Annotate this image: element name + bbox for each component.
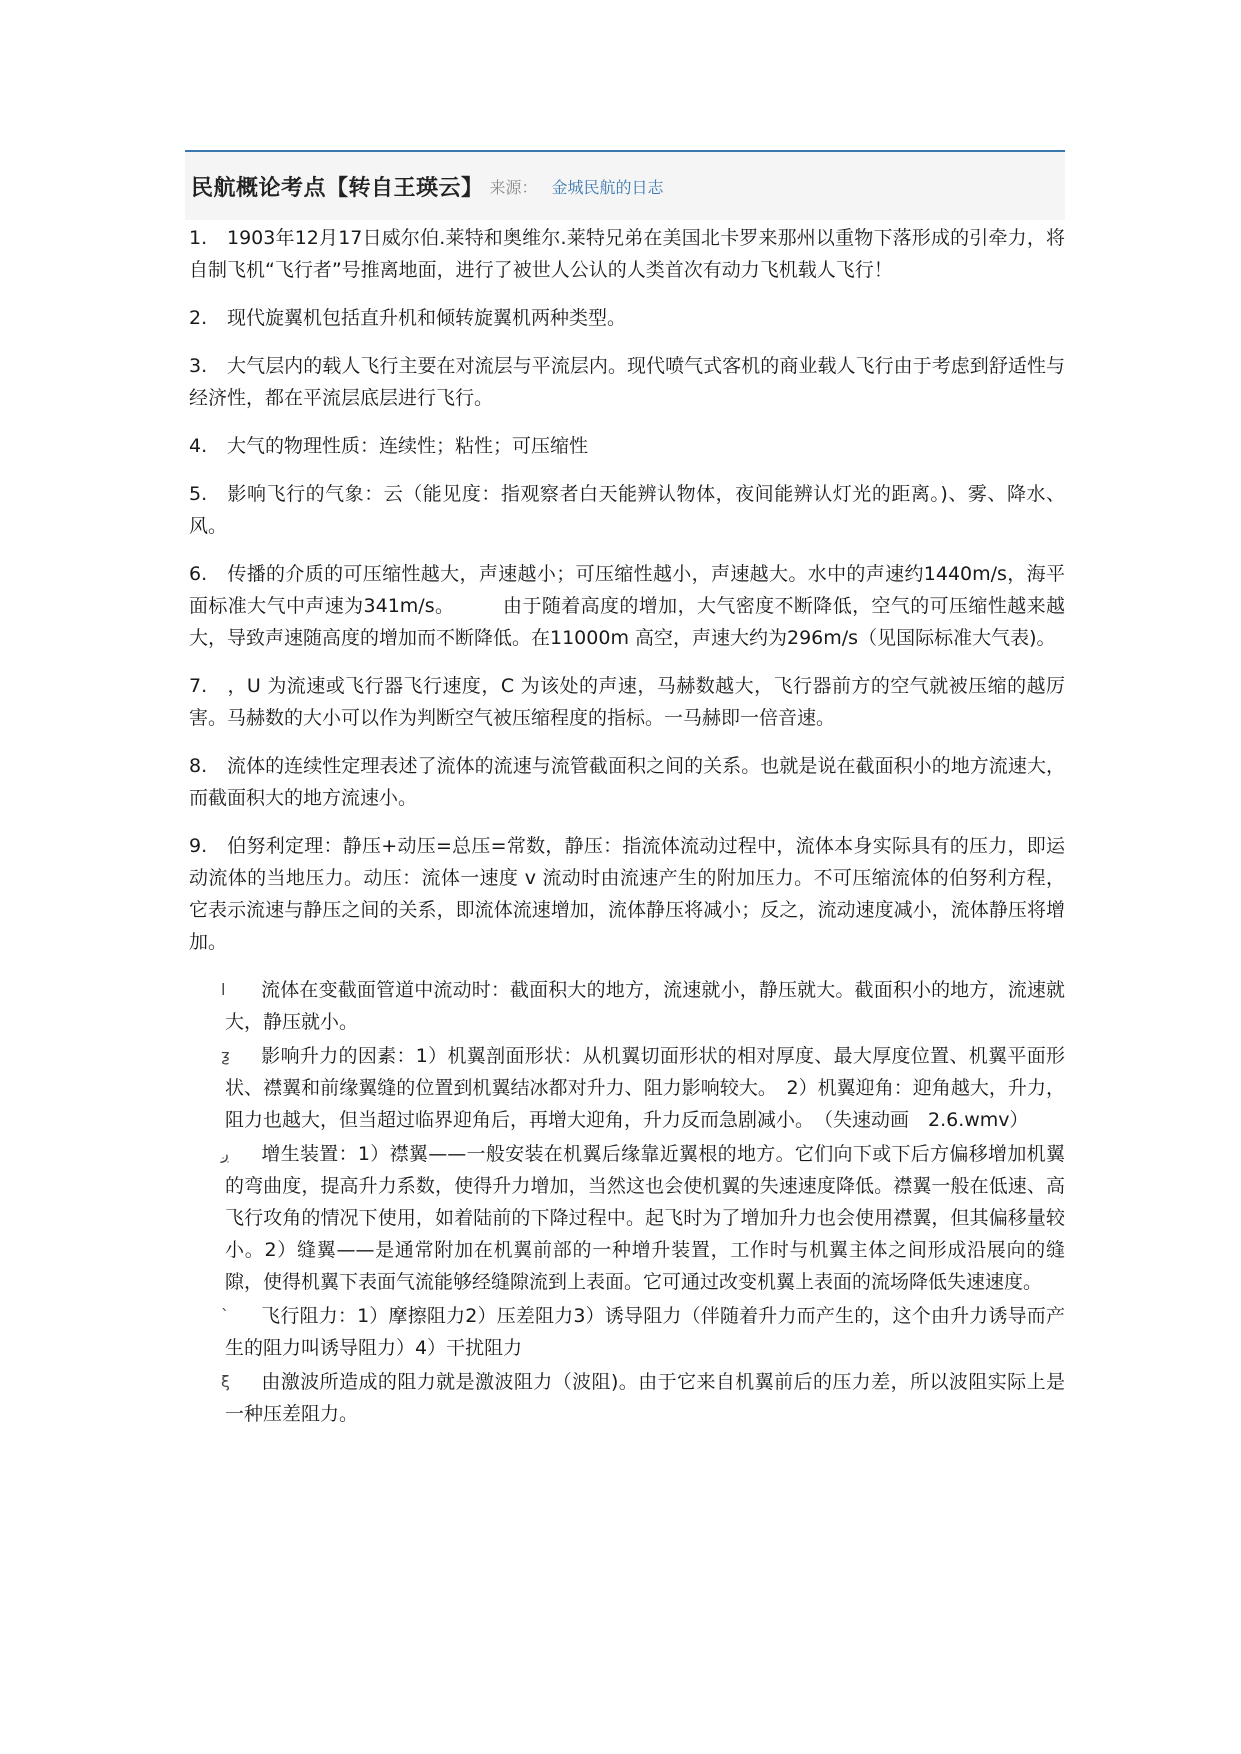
item-text: ，U 为流速或飞行器飞行速度，C 为该处的声速，马赫数越大，飞行器前方的空气就被压缩的越厉害。马赫数的大小可以作为判断空气被压缩程度的指标。一马赫即一倍音速。 (189, 675, 1065, 729)
list-item (189, 750, 1065, 814)
bullet-item (221, 1138, 1065, 1298)
list-item (189, 350, 1065, 414)
item-text: 伯努利定理：静压+动压=总压=常数，静压：指流体流动过程中，流体本身实际具有的压力，即运动流体的当地压力。动压：流体一速度 v 流动时由流速产生的附加压力。不可压缩流体的伯努利方程，它表示流速与静压之间的关系，即流体流速增加，流体静压将减小；反之，流动速度减小，流体静压将增加。 (189, 835, 1065, 953)
list-item (189, 670, 1065, 734)
list-item (189, 478, 1065, 542)
source-link[interactable]: 金城民航的日志 (551, 177, 664, 197)
bullet-item (221, 1300, 1065, 1364)
bullet-item (221, 1366, 1065, 1430)
bullet-text: 增生装置：1）襟翼——一般安装在机翼后缘靠近翼根的地方。它们向下或下后方偏移增加机翼的弯曲度，提高升力系数，使得升力增加，当然这也会使机翼的失速速度降低。襟翼一般在低速、高飞行攻角的情况下使用，如着陆前的下降过程中。起飞时为了增加升力也会使用襟翼，但其偏移量较小。2）缝翼——是通常附加在机翼前部的一种增升装置，工作时与机翼主体之间形成沿展向的缝隙，使得机翼下表面气流能够经缝隙流到上表面。它可通过改变机翼上表面的流场降低失速速度。 (225, 1143, 1065, 1293)
item-number: 2. (189, 307, 208, 329)
item-number: 3. (189, 355, 208, 377)
bullet-item (221, 1040, 1065, 1136)
item-text: 大气层内的载人飞行主要在对流层与平流层内。现代喷气式客机的商业载人飞行由于考虑到舒适性与经济性，都在平流层底层进行飞行。 (189, 355, 1065, 409)
title-bar (185, 150, 1065, 220)
item-number: 1. (189, 227, 208, 249)
item-number: 5. (189, 483, 208, 505)
bullet-item (221, 974, 1065, 1038)
item-text: 现代旋翼机包括直升机和倾转旋翼机两种类型。 (227, 307, 627, 329)
item-text: 大气的物理性质：连续性；粘性；可压缩性 (227, 435, 589, 457)
document-page (185, 150, 1065, 1432)
item-number: 9. (189, 835, 208, 857)
list-item (189, 558, 1065, 654)
bullet-text: 影响升力的因素：1）机翼剖面形状：从机翼切面形状的相对厚度、最大厚度位置、机翼平面形状、襟翼和前缘翼缝的位置到机翼结冰都对升力、阻力影响较大。 2）机翼迎角：迎角越大，升力，阻力也越大，但当超过临界迎角后，再增大迎角，升力反而急剧减小。 （失速动画 2.6.wmv） (225, 1045, 1065, 1131)
item-number: 4. (189, 435, 208, 457)
bullet-mark-icon: ږ (221, 1144, 230, 1163)
item-number: 8. (189, 755, 208, 777)
item-text: 流体的连续性定理表述了流体的流速与流管截面积之间的关系。也就是说在截面积小的地方流速大，而截面积大的地方流速小。 (189, 755, 1065, 809)
item-text: 1903年12月17日威尔伯.莱特和奥维尔.莱特兄弟在美国北卡罗来那州以重物下落形成的引牵力，将自制飞机“飞行者”号推离地面，进行了被世人公认的人类首次有动力飞机载人飞行！ (189, 227, 1065, 281)
page-title: 民航概论考点【转自王瑛云】 (191, 174, 484, 201)
bullet-text: 飞行阻力：1）摩擦阻力2）压差阻力3）诱导阻力（伴随着升力而产生的，这个由升力诱导而产生的阻力叫诱导阻力）4）干扰阻力 (225, 1305, 1065, 1359)
list-item (189, 222, 1065, 286)
bullet-mark-icon: ƺ (221, 1046, 230, 1065)
bullet-mark-icon: ξ (221, 1372, 230, 1391)
bullet-mark-icon: l (221, 980, 226, 999)
numbered-list (185, 222, 1065, 958)
bullet-list (185, 974, 1065, 1430)
bullet-text: 流体在变截面管道中流动时：截面积大的地方，流速就小，静压就大。截面积小的地方，流速就大，静压就小。 (225, 979, 1065, 1033)
source-label: 来源： (489, 177, 538, 197)
bullet-mark-icon: ˋ (221, 1306, 229, 1325)
item-number: 6. (189, 563, 208, 585)
item-number: 7. (189, 675, 208, 697)
item-text: 影响飞行的气象：云（能见度：指观察者白天能辨认物体，夜间能辨认灯光的距离。)、雾、降水、风。 (189, 483, 1065, 537)
list-item (189, 430, 1065, 462)
list-item (189, 830, 1065, 958)
list-item (189, 302, 1065, 334)
item-text: 传播的介质的可压缩性越大，声速越小；可压缩性越小，声速越大。水中的声速约1440m/s，海平面标准大气中声速为341m/s。 由于随着高度的增加，大气密度不断降低，空气的可压缩性越来越大，导致声速随高度的增加而不断降低。在11000m 高空，声速大约为296m/s（见国际标准大气表)。 (189, 563, 1065, 649)
bullet-text: 由激波所造成的阻力就是激波阻力（波阻)。由于它来自机翼前后的压力差，所以波阻实际上是一种压差阻力。 (225, 1371, 1065, 1425)
